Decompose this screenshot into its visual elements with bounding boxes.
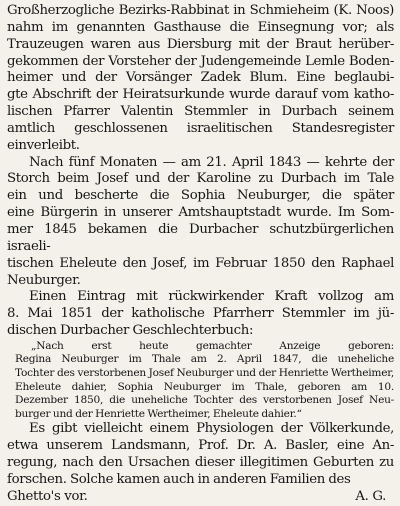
- text-line: regung, nach den Ursachen dieser illegitimen Geburten zu: [7, 455, 394, 471]
- register-quote: [7, 340, 394, 422]
- author-signature: A. G.: [355, 488, 386, 504]
- article-footer: [7, 489, 394, 506]
- text-line: Dezember 1850, die uneheliche Tochter des verstorbenen Josef Neu-: [15, 394, 394, 407]
- text-line: forschen. Solche kamen auch in anderen Familien des: [7, 471, 351, 487]
- text-line: heimer und der Vorsänger Zadek Blum. Eine beglaubi-: [7, 70, 394, 86]
- paragraph-closing: [7, 421, 394, 488]
- text-line: 8. Mai 1851 der katholische Pfarrherr Stemmler im jü-: [7, 306, 394, 322]
- text-line: Neuburger.: [7, 272, 81, 288]
- text-line: tischen Eheleute den Josef, im Februar 1850 den Raphael: [7, 255, 394, 271]
- text-line: „Nach erst heute gemachter Anzeige geboren:: [31, 339, 394, 352]
- text-line: Trauzeugen waren aus Diersburg mit der Braut herüber-: [7, 36, 394, 52]
- text-line: eine Bürgerin in unserer Amtshauptstadt wurde. Im Som-: [7, 205, 394, 221]
- text-line: nahm im genannten Gasthause die Einsegnung vor; als: [7, 19, 394, 35]
- text-line: amtlich geschlossenen israelitischen Standesregister einverleibt.: [7, 120, 394, 153]
- text-line: gte Abschrift der Heiratsurkunde wurde darauf vom katho-: [7, 87, 394, 103]
- text-line: Es gibt vielleicht einem Physiologen der Völkerkunde,: [29, 421, 394, 437]
- text-line: lischen Pfarrer Valentin Stemmler in Durbach seinem: [7, 104, 394, 120]
- paragraph-births: [7, 155, 394, 290]
- text-line: Einen Eintrag mit rückwirkender Kraft vollzog am: [29, 289, 394, 305]
- text-line: mer 1845 bekamen die Durbacher schutzbürgerlichen israeli-: [7, 221, 394, 254]
- text-line: dischen Durbacher Geschlechterbuch:: [7, 323, 254, 339]
- text-line: Regina Neuburger im Thale am 2. April 1847, die uneheliche: [15, 353, 394, 366]
- text-line: Großherzogliche Bezirks-Rabbinat in Schmieheim (K. Noos): [7, 3, 394, 18]
- closing-line: Ghetto's vor.: [7, 488, 88, 504]
- text-line: gekommen der Vorsteher der Judengemeinde Lemle Boden-: [7, 53, 394, 69]
- text-line: Nach fünf Monaten — am 21. April 1843 — kehrte der: [29, 154, 394, 170]
- paragraph-retroactive-entry: [7, 289, 394, 340]
- text-line: Tochter des verstorbenen Josef Neuburger und der Henriette Wertheimer,: [15, 367, 394, 380]
- text-line: burger und der Henriette Wertheimer, Eheleute dahier.“: [15, 407, 302, 420]
- text-line: etwa unserem Landsmann, Prof. Dr. A. Basler, eine An-: [7, 438, 394, 454]
- text-line: Eheleute dahier, Sophia Neuburger im Thale, geboren am 10.: [15, 380, 394, 393]
- paragraph-marriage-record: [7, 3, 394, 155]
- text-line: Storch beim Josef und der Karoline zu Durbach im Tale: [7, 171, 394, 187]
- text-line: ein und bescherte die Sophia Neuburger, die später: [7, 188, 394, 204]
